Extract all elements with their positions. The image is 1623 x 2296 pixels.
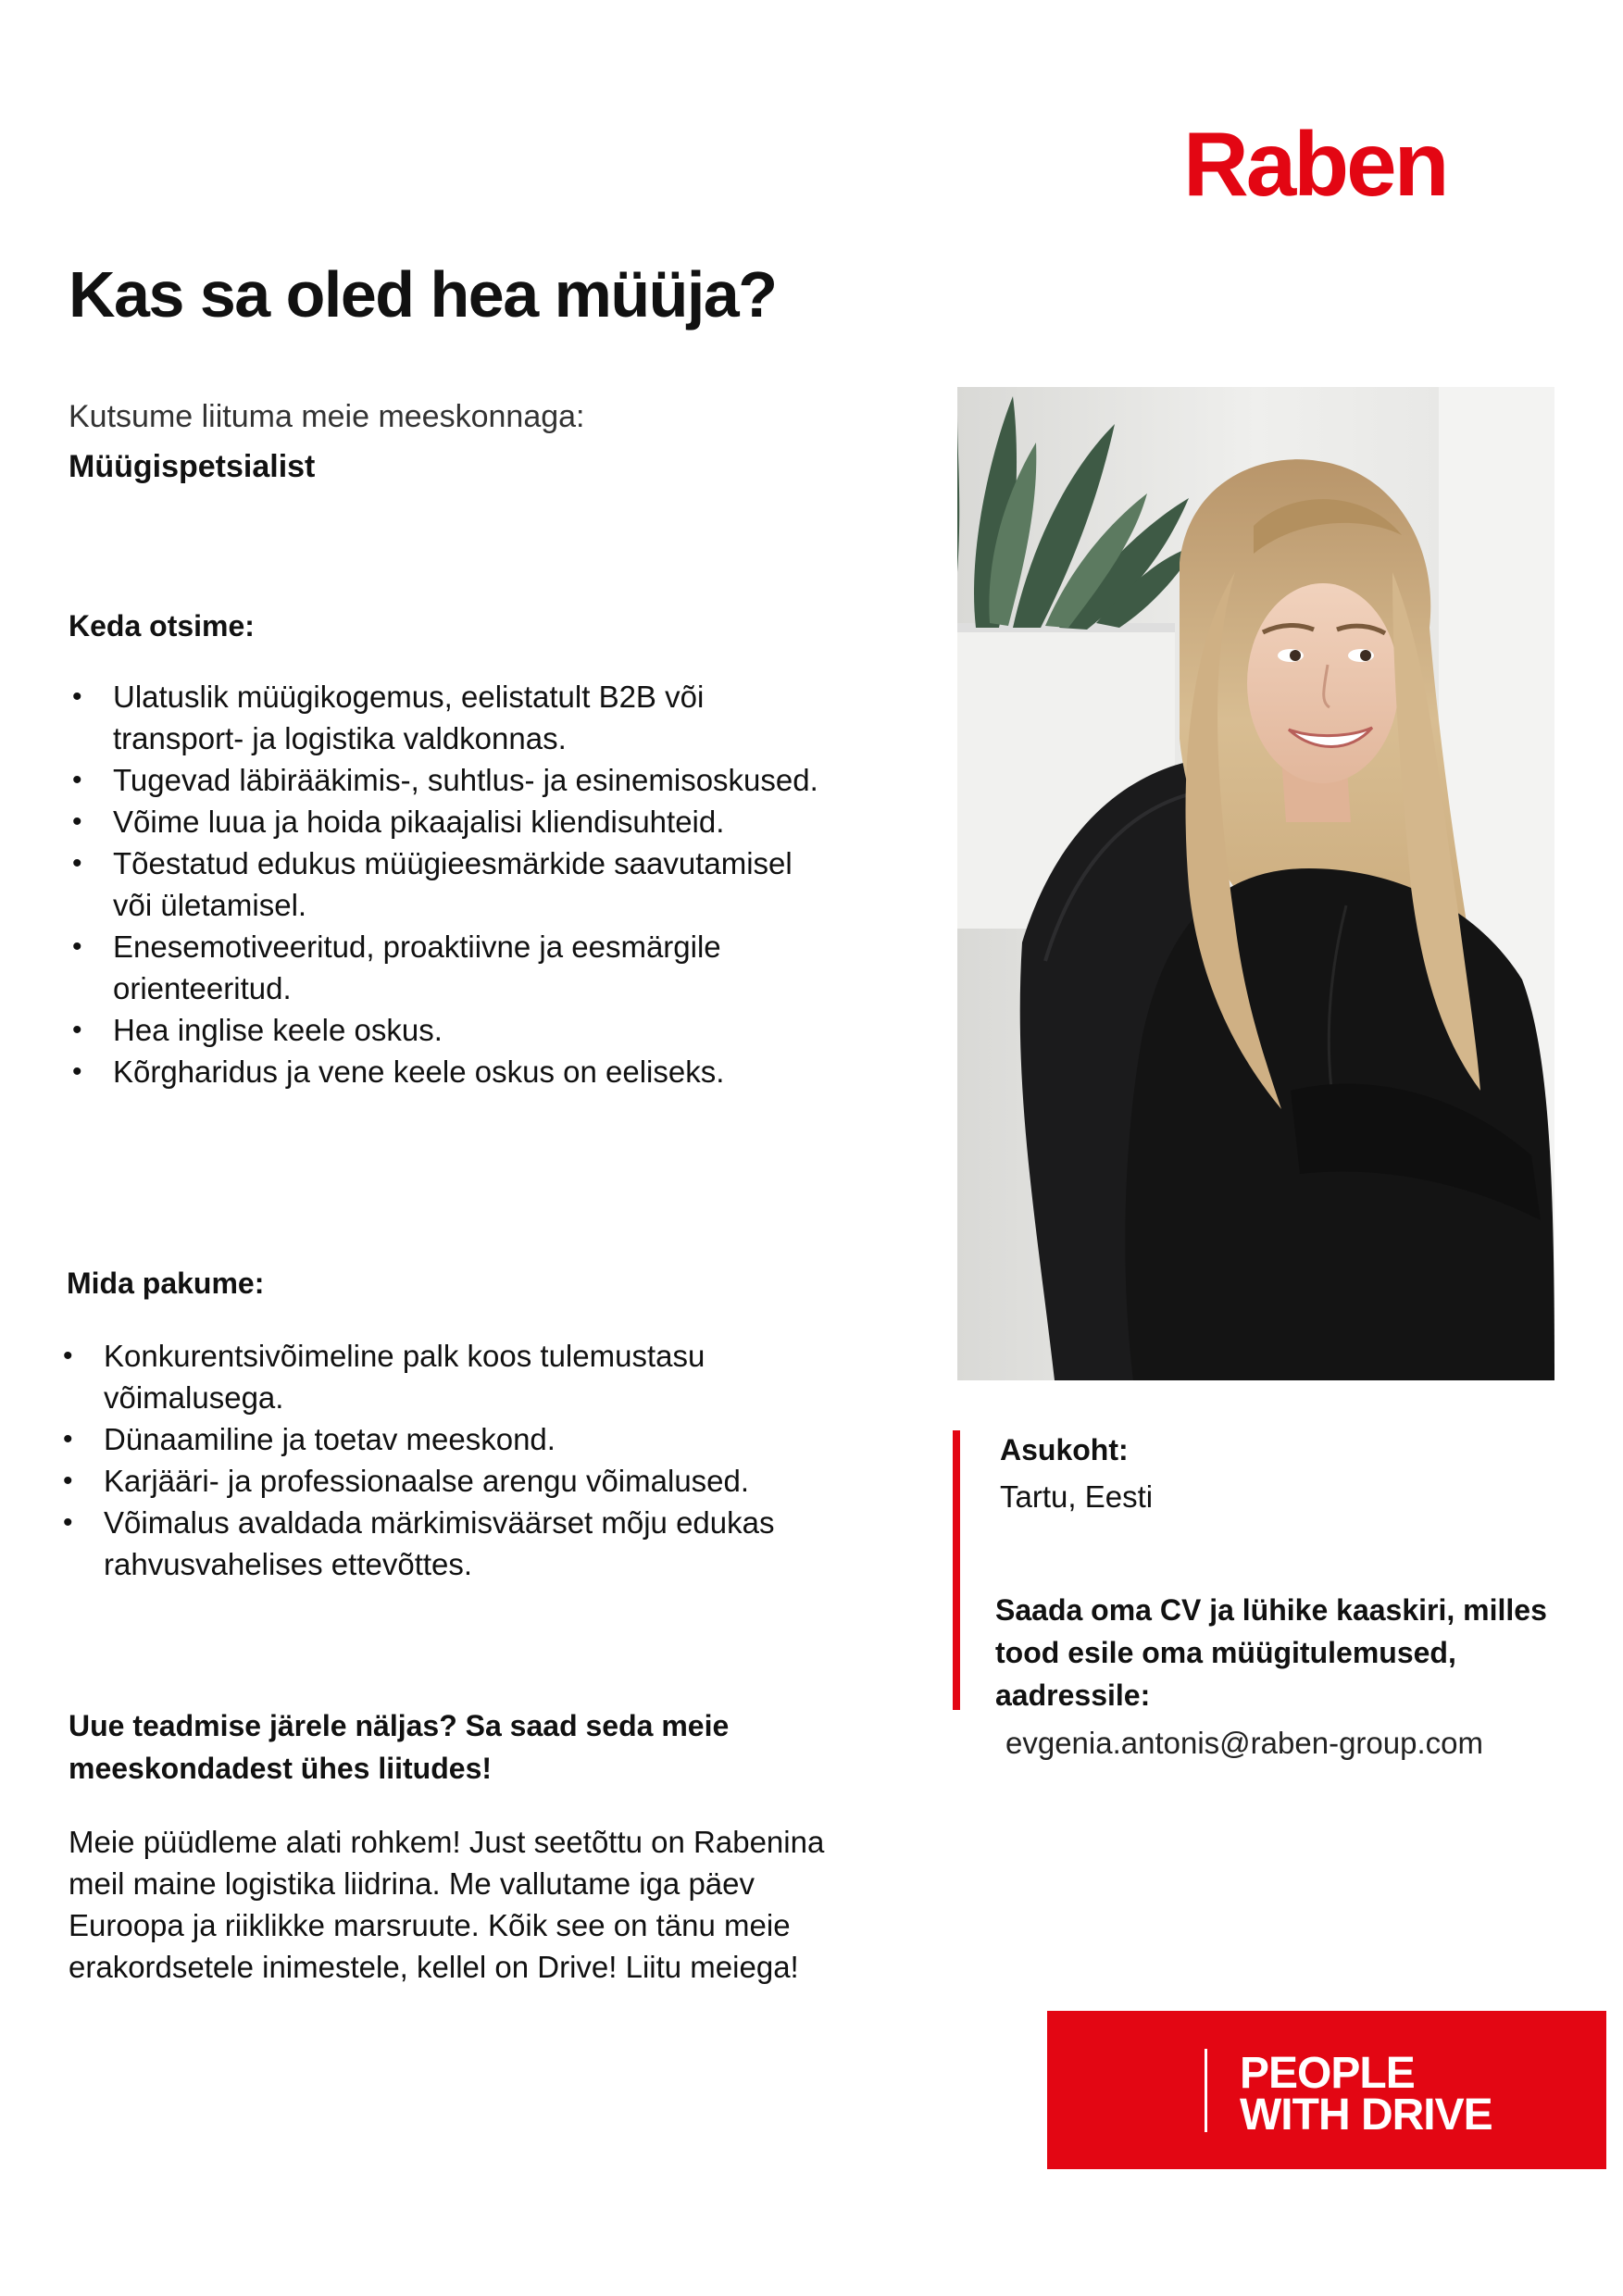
raben-logo: Raben (1183, 113, 1447, 215)
list-item: • Kõrgharidus ja vene keele oskus on eeliseks. (70, 1051, 830, 1092)
slogan-divider (1205, 2049, 1207, 2132)
list-item: • Hea inglise keele oskus. (70, 1009, 830, 1051)
contact-email-link[interactable]: evgenia.antonis@raben-group.com (1005, 1726, 1483, 1760)
accent-bar (953, 1430, 960, 1710)
list-item: • Võimalus avaldada märkimisväärset mõju edukas rahvusvahelises ettevõttes. (61, 1502, 839, 1585)
location-label: Asukoht: (1000, 1433, 1129, 1466)
requirements-list (70, 676, 830, 1092)
intro-invite: Kutsume liituma meie meeskonnaga: (69, 399, 585, 434)
list-item: • Tõestatud edukus müügieesmärkide saavutamisel või ületamisel. (70, 842, 830, 926)
slogan-line-1: PEOPLE (1240, 2049, 1415, 2098)
intro-block (69, 396, 585, 489)
list-item: • Võime luua ja hoida pikaajalisi kliendisuhteid. (70, 801, 830, 842)
requirements-heading: Keda otsime: (69, 609, 255, 643)
apply-instructions: Saada oma CV ja lühike kaaskiri, milles tood esile oma müügitulemused, aadressile: (995, 1593, 1547, 1712)
employee-photo (957, 387, 1554, 1380)
list-item: • Ulatuslik müügikogemus, eelistatult B2B või transport- ja logistika valdkonnas. (70, 676, 830, 759)
list-item: • Konkurentsivõimeline palk koos tulemustasu võimalusega. (61, 1335, 839, 1418)
closing-paragraph: Meie püüdleme alati rohkem! Just seetõttu on Rabenina meil maine logistika liidrina. Me vallutame iga päev Euroopa ja riiklikke marsruute. Kõik see on tänu meie erakordsetele inimestele, kellel on Drive! Liitu meiega! (69, 1825, 825, 1984)
slogan-line-2: WITH DRIVE (1240, 2090, 1492, 2140)
location-value: Tartu, Eesti (1000, 1479, 1154, 1514)
position-title: Müügispetsialist (69, 448, 316, 484)
list-item: • Enesemotiveeritud, proaktiivne ja eesmärgile orienteeritud. (70, 926, 830, 1009)
list-item: • Dünaamiline ja toetav meeskond. (61, 1418, 839, 1460)
offer-list (61, 1335, 839, 1585)
offer-heading: Mida pakume: (67, 1267, 265, 1300)
closing-heading: Uue teadmise järele näljas? Sa saad seda meie meeskondadest ühes liitudes! (69, 1709, 730, 1785)
slogan-banner (1047, 2011, 1606, 2169)
list-item: • Tugevad läbirääkimis-, suhtlus- ja esinemisoskused. (70, 759, 830, 801)
list-item: • Karjääri- ja professionaalse arengu võimalused. (61, 1460, 839, 1502)
page-title: Kas sa oled hea müüja? (69, 258, 777, 331)
photo-illustration (957, 387, 1554, 1380)
